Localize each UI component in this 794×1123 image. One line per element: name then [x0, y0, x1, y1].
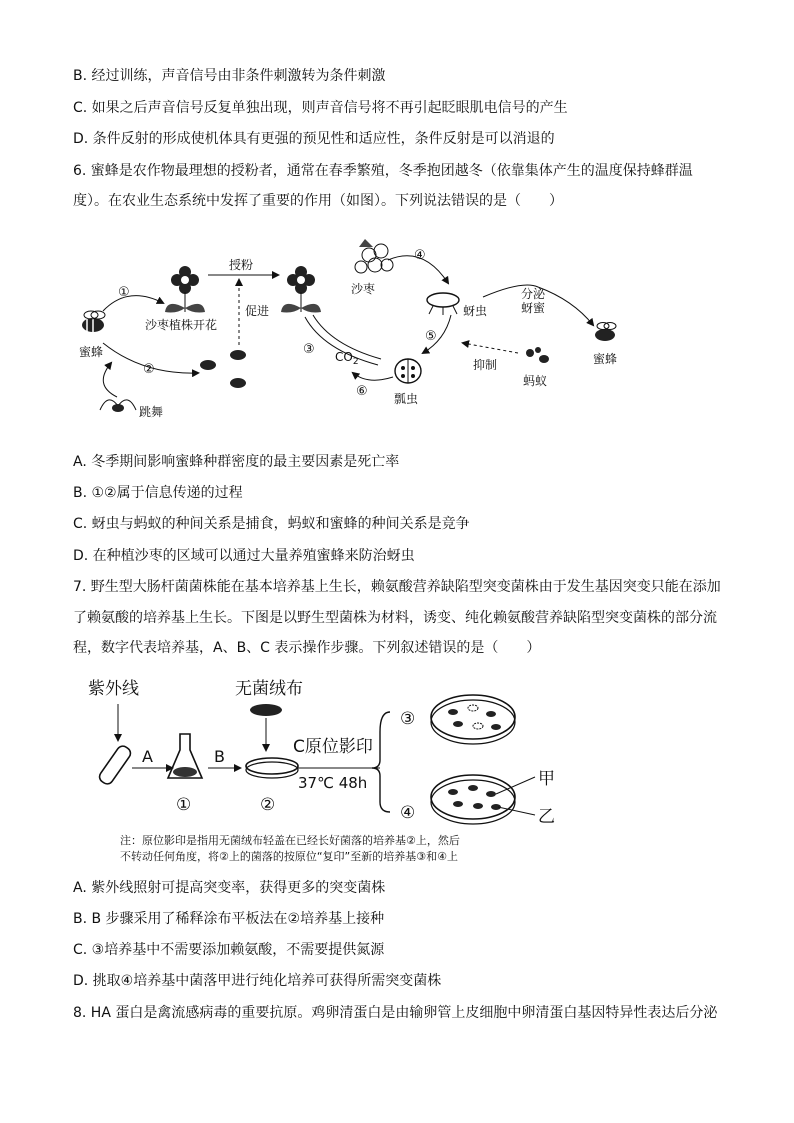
q6-stem-line-1: 6. 蜜蜂是农作物最理想的授粉者，通常在春季繁殖，冬季抱团越冬（依靠集体产生的温度保持蜂群温 [73, 163, 693, 179]
q7-stem-line-3: 程，数字代表培养基，A、B、C 表示操作步骤。下列叙述错误的是（ ） [73, 640, 541, 656]
plate-2-icon [246, 758, 298, 778]
q6-num-3: ③ [303, 342, 315, 357]
bee-icon-2 [595, 323, 616, 342]
q7-option-c: C. ③培养基中不需要添加赖氨酸，不需要提供氮源 [73, 942, 385, 958]
q7-stem-line-1: 7. 野生型大肠杆菌菌株能在基本培养基上生长，赖氨酸营养缺陷型突变菌株由于发生基因突变只能在添加 [73, 579, 721, 595]
shazao-fruit-icon [355, 239, 393, 273]
bee-icon [82, 311, 105, 332]
secrete-label-2: 蚜蜜 [521, 301, 546, 315]
q5-option-b: B. 经过训练，声音信号由非条件刺激转为条件刺激 [73, 68, 386, 84]
flask-icon [168, 734, 202, 778]
inhibit-label: 抑制 [473, 358, 498, 372]
plate-4-icon [431, 775, 515, 824]
plate-3-icon [431, 695, 515, 744]
promote-label: 促进 [245, 304, 270, 318]
flower-icon-2 [281, 266, 321, 313]
q6-option-a: A. 冬季期间影响蜜蜂种群密度的最主要因素是死亡率 [73, 454, 400, 470]
q6-option-c: C. 蚜虫与蚂蚁的种间关系是捕食，蚂蚁和蜜蜂的种间关系是竞争 [73, 516, 470, 532]
aphid-icon [427, 293, 459, 315]
q7-option-b: B. B 步骤采用了稀释涂布平板法在②培养基上接种 [73, 911, 385, 927]
q7-replica-plating-figure [80, 672, 600, 872]
q6-num-1: ① [118, 285, 130, 300]
q6-ecosystem-figure [73, 225, 653, 440]
colony-yi-label: 乙 [538, 807, 555, 827]
medium-3-label: ③ [400, 709, 416, 729]
dance-label: 跳舞 [139, 405, 164, 419]
step-c-label: C原位影印 [293, 737, 373, 757]
q6-option-b: B. ①②属于信息传递的过程 [73, 485, 243, 501]
step-b-label: B [214, 747, 225, 766]
q5-option-c: C. 如果之后声音信号反复单独出现，则声音信号将不再引起眨眼肌电信号的产生 [73, 100, 568, 116]
step-a-label: A [142, 747, 153, 766]
shazao-label: 沙枣 [351, 282, 376, 296]
bee-group-icon [200, 350, 246, 388]
ant-icon [526, 347, 549, 363]
ant-label: 蚂蚁 [523, 374, 548, 388]
pollinate-label: 授粉 [229, 258, 254, 272]
dancing-bee-icon [100, 400, 136, 412]
bee2-label: 蜜蜂 [593, 352, 618, 366]
co2-label: $CO_2$ [335, 350, 359, 367]
velvet-label: 无菌绒布 [235, 679, 303, 699]
ladybug-icon [395, 359, 421, 383]
q7-stem-line-2: 了赖氨酸的培养基上生长。下图是以野生型菌株为材料，诱变、纯化赖氨酸营养缺陷型突变菌株的部分流 [73, 610, 717, 626]
aphid-label: 蚜虫 [463, 304, 488, 318]
q6-option-d: D. 在种植沙枣的区域可以通过大量养殖蜜蜂来防治蚜虫 [73, 548, 415, 564]
q5-option-d: D. 条件反射的形成使机体具有更强的预见性和适应性，条件反射是可以消退的 [73, 131, 555, 147]
q6-num-4: ④ [414, 248, 426, 263]
q7-option-a: A. 紫外线照射可提高突变率，获得更多的突变菌株 [73, 880, 386, 896]
medium-2-label: ② [260, 795, 276, 815]
q6-num-2: ② [143, 362, 155, 377]
uv-label: 紫外线 [88, 679, 139, 699]
flower-label: 沙枣植株开花 [145, 318, 218, 332]
q6-stem-line-2: 度）。在农业生态系统中发挥了重要的作用（如图）。下列说法错误的是（ ） [73, 193, 563, 209]
figure-note-2: 不转动任何角度，将②上的菌落的按原位“复印”至新的培养基③和④上 [120, 850, 458, 863]
bee-label: 蜜蜂 [79, 345, 104, 359]
q7-option-d: D. 挑取④培养基中菌落甲进行纯化培养可获得所需突变菌株 [73, 973, 442, 989]
test-tube-icon [97, 744, 133, 786]
colony-jia-label: 甲 [538, 769, 555, 789]
q8-stem-line-1: 8. HA 蛋白是禽流感病毒的重要抗原。鸡卵清蛋白是由输卵管上皮细胞中卵清蛋白基因特异性表达后分泌 [73, 1005, 718, 1021]
secrete-label-1: 分泌 [521, 287, 546, 301]
figure-note-1: 注：原位影印是指用无菌绒布轻盖在已经长好菌落的培养基②上，然后 [120, 834, 460, 847]
velvet-pad-icon [250, 704, 282, 716]
flower-icon [165, 266, 205, 313]
medium-1-label: ① [176, 795, 192, 815]
ladybug-label: 瓢虫 [394, 392, 419, 406]
q6-num-6: ⑥ [356, 384, 368, 399]
incubation-label: 37℃ 48h [298, 774, 368, 792]
medium-4-label: ④ [400, 803, 416, 823]
q6-num-5: ⑤ [425, 329, 437, 344]
